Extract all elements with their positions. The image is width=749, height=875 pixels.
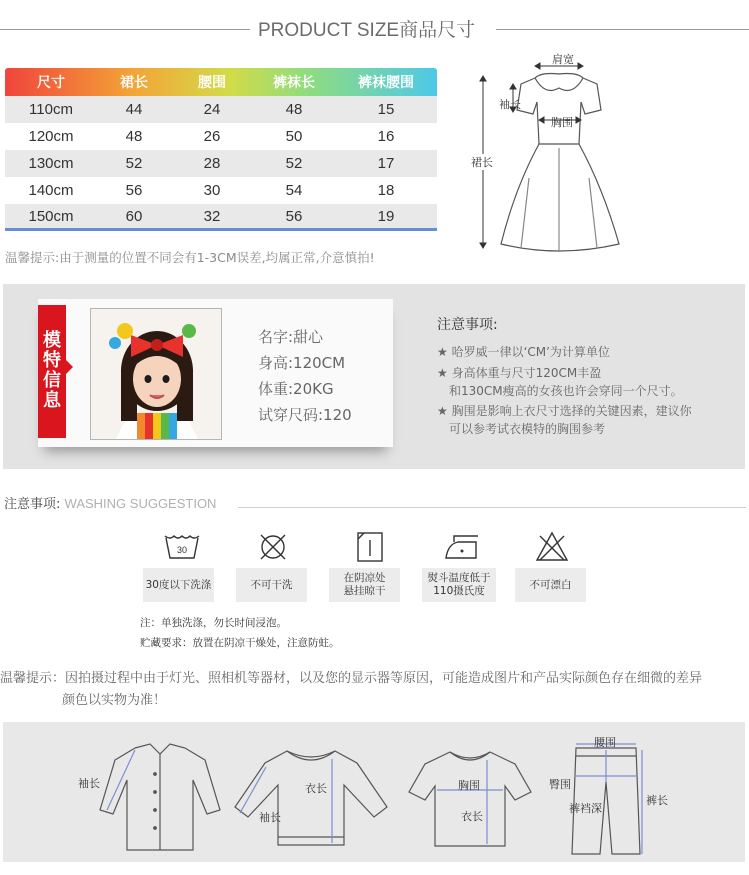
table-row: [5, 177, 437, 204]
shirt-icon: [95, 740, 225, 855]
table-cell: 110cm: [29, 101, 73, 118]
dress-shoulder-label: 肩宽: [552, 53, 574, 66]
tag-arrow-icon: [66, 360, 73, 374]
note-item: ★ 胸围是影响上衣尺寸选择的关键因素，建议你: [437, 404, 692, 418]
wash-label-2: 不可干洗: [236, 568, 307, 602]
washing-title-cn: 注意事项:: [4, 497, 61, 512]
tag-char: 息: [43, 390, 61, 411]
washing-divider: [238, 507, 746, 508]
table-row: [5, 123, 437, 150]
model-trial-size: 试穿尺码:120: [258, 406, 352, 424]
table-cell: 56: [125, 182, 143, 199]
table-cell: 60: [125, 207, 143, 225]
table-cell: 48: [125, 128, 143, 145]
header-divider-left: [0, 29, 250, 30]
tag-char: 信: [43, 370, 61, 391]
dress-outline-icon: [455, 48, 655, 258]
table-cell: 19: [377, 207, 395, 225]
note-item: ★ 身高体重与尺寸120CM丰盈: [437, 366, 602, 380]
table-cell: 52: [125, 155, 143, 172]
table-cell: 15: [377, 101, 395, 118]
svg-text:30: 30: [176, 545, 188, 555]
size-table: [5, 68, 437, 231]
tshirt-chest-label: 胸围: [458, 779, 480, 792]
table-cell: 120cm: [28, 128, 74, 145]
table-cell: 140cm: [28, 182, 74, 199]
model-weight: 体重:20KG: [258, 380, 334, 398]
table-cell: 52: [285, 155, 303, 172]
col-header-skirt-length: 裙长: [120, 75, 148, 91]
col-header-tights-waist: 裤袜腰围: [358, 75, 414, 91]
col-header-size: 尺寸: [37, 75, 65, 91]
sweater-sleeve-label: 袖长: [259, 811, 281, 824]
table-cell: 30: [203, 182, 221, 199]
color-tip-line2: 颜色以实物为准！: [62, 693, 167, 708]
wash-30-icon: [162, 530, 202, 564]
table-cell: 50: [285, 128, 303, 145]
table-row: [5, 96, 437, 123]
tag-char: 模: [43, 330, 61, 351]
table-cell: 48: [285, 101, 303, 118]
table-cell: 26: [203, 128, 221, 145]
color-tip-line1: 温馨提示：因拍摄过程中由于灯光、照相机等器材，以及您的显示器等原因，可能造成图片和产品实际颜色存在细微的差异: [0, 671, 703, 686]
wash-label-1: 30度以下洗涤: [143, 568, 214, 602]
shade-dry-icon: [350, 530, 390, 564]
dress-length-label: 裙长: [471, 156, 493, 169]
table-cell: 150cm: [28, 207, 74, 225]
no-bleach-icon: [532, 530, 572, 564]
table-cell: 28: [203, 155, 221, 172]
sweater-length-label: 衣长: [305, 782, 327, 795]
notes-title: 注意事项:: [437, 317, 498, 333]
iron-low-icon: [442, 530, 482, 564]
table-cell: 130cm: [28, 155, 74, 172]
page-title: PRODUCT SIZE商品尺寸: [258, 20, 476, 41]
table-cell: 24: [203, 101, 221, 118]
wash-note-1: 注：单独洗涤，勿长时间浸泡。: [140, 617, 287, 629]
no-dry-clean-icon: [253, 530, 293, 564]
header-divider-right: [496, 29, 749, 30]
pants-hip-label: 臀围: [549, 778, 571, 791]
table-cell: 54: [285, 182, 303, 199]
note-item: 和130CM瘦高的女孩也许会穿同一个尺寸。: [449, 384, 683, 398]
pants-length-label: 裤长: [646, 794, 668, 807]
wash-label-5: 不可漂白: [515, 568, 586, 602]
pants-rise-label: 裤裆深: [569, 802, 602, 815]
washing-title-en: WASHING SUGGESTION: [64, 496, 217, 511]
table-cell: 17: [377, 155, 395, 172]
dress-sleeve-label: 袖长: [499, 98, 521, 111]
tag-char: 特: [43, 350, 61, 371]
wash-label-4: 熨斗温度低于 110摄氏度: [422, 568, 496, 602]
wash-label-3: 在阴凉处 悬挂晾干: [329, 568, 400, 602]
table-cell: 56: [285, 207, 303, 225]
dress-diagram: [455, 48, 655, 258]
wash-note-2: 贮藏要求：放置在阴凉干燥处，注意防蛀。: [140, 637, 340, 649]
pants-waist-label: 腰围: [594, 736, 616, 749]
dress-chest-label: 胸围: [551, 116, 573, 129]
model-height: 身高:120CM: [258, 354, 346, 372]
note-item: ★ 哈罗威一律以‘CM’为计算单位: [437, 345, 610, 359]
washing-title: [4, 493, 216, 512]
shirt-sleeve-label: 袖长: [78, 777, 100, 790]
table-row: [5, 204, 437, 231]
table-cell: 18: [377, 182, 395, 199]
model-info-tag: [38, 305, 66, 438]
size-tip: 温馨提示:由于测量的位置不同会有1-3CM误差,均属正常,介意慎拍!: [5, 250, 375, 265]
col-header-waist: 腰围: [198, 75, 226, 91]
model-photo: [90, 308, 222, 440]
sweater-icon: [232, 745, 390, 850]
table-row: [5, 150, 437, 177]
girl-portrait-icon: [91, 309, 222, 440]
model-name: 名字:甜心: [258, 328, 324, 346]
table-cell: 32: [203, 207, 221, 225]
note-item: 可以参考试衣模特的胸围参考: [449, 422, 606, 436]
table-cell: 16: [377, 128, 395, 145]
tshirt-icon: [405, 746, 535, 851]
tshirt-length-label: 衣长: [461, 810, 483, 823]
col-header-tights-length: 裤袜长: [273, 75, 315, 91]
table-cell: 44: [125, 101, 143, 118]
size-table-header: [5, 68, 437, 96]
